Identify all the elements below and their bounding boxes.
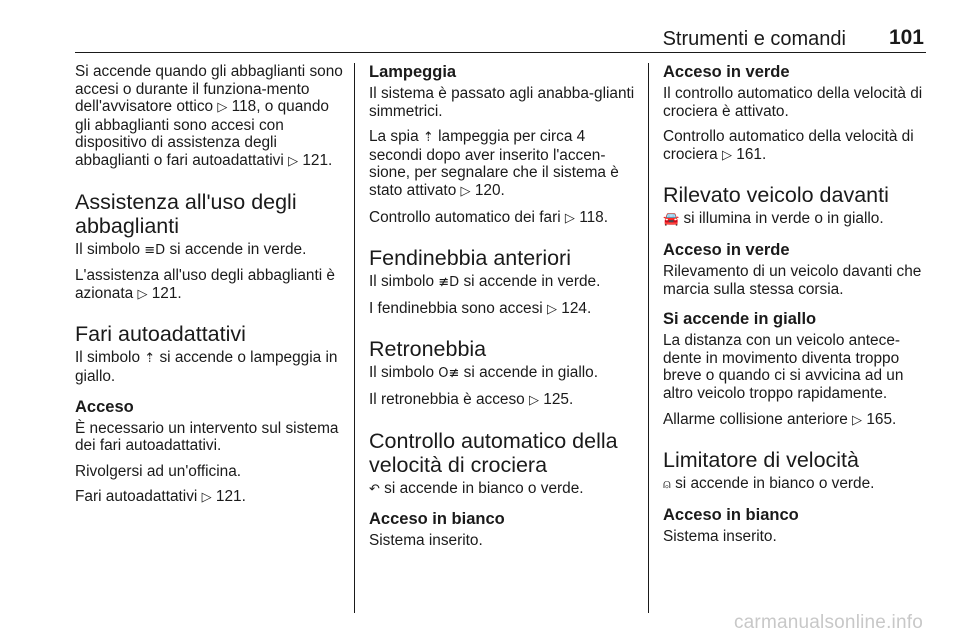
page-ref-arrow-icon: ▷	[460, 183, 471, 199]
paragraph	[75, 63, 345, 171]
paragraph: Rivolgersi ad un'officina.	[75, 462, 242, 480]
paragraph	[369, 480, 635, 499]
page-ref-arrow-icon: ▷	[564, 210, 575, 226]
adaptive-headlight-icon: ⇡	[144, 351, 156, 367]
page-ref-arrow-icon: ▷	[201, 490, 212, 506]
heading-vehicle-ahead: Rilevato veicolo davanti	[663, 183, 889, 208]
paragraph	[663, 128, 931, 164]
paragraph	[369, 391, 635, 410]
text: Il simbolo	[369, 273, 439, 291]
column-1	[75, 63, 345, 515]
text: Fari autoadattativi	[75, 488, 202, 506]
page-ref-arrow-icon: ▷	[137, 286, 148, 302]
paragraph: È necessario un intervento sul sistema dei fari autoadattativi.	[75, 419, 339, 455]
paragraph	[75, 349, 345, 385]
paragraph: Il controllo automatico della velocità di crociera è attivato.	[663, 85, 923, 120]
heading-adaptive-headlights: Fari autoadattativi	[75, 322, 246, 347]
column-divider	[354, 63, 355, 613]
text: Il simbolo	[75, 349, 145, 367]
text: 118.	[579, 208, 608, 226]
paragraph	[75, 241, 345, 260]
page-ref-arrow-icon: ▷	[217, 100, 228, 116]
page-ref-arrow-icon: ▷	[722, 147, 733, 163]
column-divider	[648, 63, 649, 613]
cruise-control-icon: ↶	[369, 481, 380, 497]
text: si accende in bianco o verde.	[670, 475, 875, 493]
paragraph: La distanza con un veicolo antece-dente in movimento diventa troppo breve o quando ci si avvicina ad un altro veicolo troppo rapidamente.	[663, 332, 904, 402]
paragraph	[369, 209, 635, 228]
section-title: Strumenti e comandi	[662, 28, 846, 50]
heading-rear-fog: Retronebbia	[369, 337, 487, 362]
text: si accende o lampeggia in giallo.	[75, 349, 338, 385]
text: 121.	[302, 151, 333, 169]
text: Allarme collisione anteriore	[663, 410, 853, 428]
watermark: carmanualsonline.info	[733, 612, 923, 633]
text: 120.	[474, 181, 505, 199]
paragraph	[369, 364, 635, 383]
heading-acceso-bianco: Acceso in bianco	[369, 510, 505, 529]
heading-cruise-control: Controllo automatico della velocità di crociera	[369, 428, 618, 477]
text: 121.	[151, 284, 182, 302]
vehicle-ahead-icon: 🚘	[663, 212, 680, 228]
paragraph: Sistema inserito.	[663, 527, 777, 545]
rear-fog-light-icon: O≢	[438, 366, 460, 382]
paragraph	[663, 210, 931, 229]
paragraph: Rilevamento di un veicolo davanti che marcia sulla stessa corsia.	[663, 262, 922, 298]
page-ref-arrow-icon: ▷	[852, 412, 863, 428]
heading-high-beam-assist: Assistenza all'uso degli abbaglianti	[75, 189, 297, 238]
text: 165.	[866, 410, 897, 428]
text: 121.	[215, 488, 246, 506]
heading-acceso-verde: Acceso in verde	[663, 63, 790, 81]
page-ref-arrow-icon: ▷	[546, 301, 557, 317]
text: 125.	[543, 390, 574, 408]
paragraph: Il sistema è passato agli anabba-glianti simmetrici.	[369, 85, 635, 120]
text: Il retronebbia è acceso	[369, 390, 529, 408]
page-number: 101	[888, 26, 924, 49]
paragraph: Sistema inserito.	[369, 532, 483, 550]
text: 161.	[736, 145, 767, 163]
heading-acceso-giallo: Si accende in giallo	[663, 310, 817, 329]
text: L'assistenza all'uso degli abbaglianti è azionata	[75, 267, 335, 302]
text: Il simbolo	[369, 364, 439, 382]
paragraph	[663, 411, 931, 430]
text: Si accende quando gli abbaglianti sono accesi o durante il funziona-mento dell'avvisatore ottico	[75, 63, 343, 116]
text: 118, o quando gli abbaglianti sono accesi con dispositivo di assistenza degli abbaglianti o fari autoadattativi	[75, 98, 329, 169]
paragraph	[663, 475, 931, 494]
text: 124.	[561, 299, 592, 317]
front-fog-light-icon: ≢D	[438, 275, 460, 291]
text: I fendinebbia sono accesi	[369, 299, 547, 317]
speed-limiter-icon: ⍝	[663, 477, 671, 493]
page-ref-arrow-icon: ▷	[529, 392, 539, 408]
adaptive-headlight-icon: ⇡	[422, 130, 434, 146]
text: si accende in verde.	[165, 240, 307, 258]
paragraph	[75, 488, 345, 507]
page-header	[75, 26, 926, 53]
heading-lampeggia: Lampeggia	[369, 63, 457, 81]
heading-acceso: Acceso	[75, 397, 134, 416]
high-beam-assist-icon: ≡D	[144, 242, 166, 258]
text: si accende in bianco o verde.	[379, 479, 584, 497]
column-3	[663, 63, 931, 553]
heading-speed-limiter: Limitatore di velocità	[663, 448, 859, 473]
page-ref-arrow-icon: ▷	[288, 153, 299, 169]
text: si accende in verde.	[459, 273, 601, 291]
column-2	[369, 63, 635, 558]
text: Il simbolo	[75, 240, 145, 258]
heading-acceso-verde: Acceso in verde	[663, 240, 790, 259]
heading-front-fog: Fendinebbia anteriori	[369, 246, 571, 271]
text: lampeggia per circa 4 secondi dopo aver inserito l'accen-sione, per segnalare che il sistema è stato attivato	[369, 128, 619, 199]
paragraph	[369, 300, 635, 319]
paragraph	[75, 267, 345, 303]
paragraph	[369, 128, 635, 200]
heading-acceso-bianco: Acceso in bianco	[663, 505, 799, 524]
text: si illumina in verde o in giallo.	[679, 210, 884, 228]
text: Controllo automatico della velocità di crociera	[663, 128, 914, 163]
paragraph	[369, 273, 635, 292]
text: Controllo automatico dei fari	[369, 208, 565, 226]
text: si accende in giallo.	[459, 364, 599, 382]
text: La spia	[369, 128, 423, 146]
